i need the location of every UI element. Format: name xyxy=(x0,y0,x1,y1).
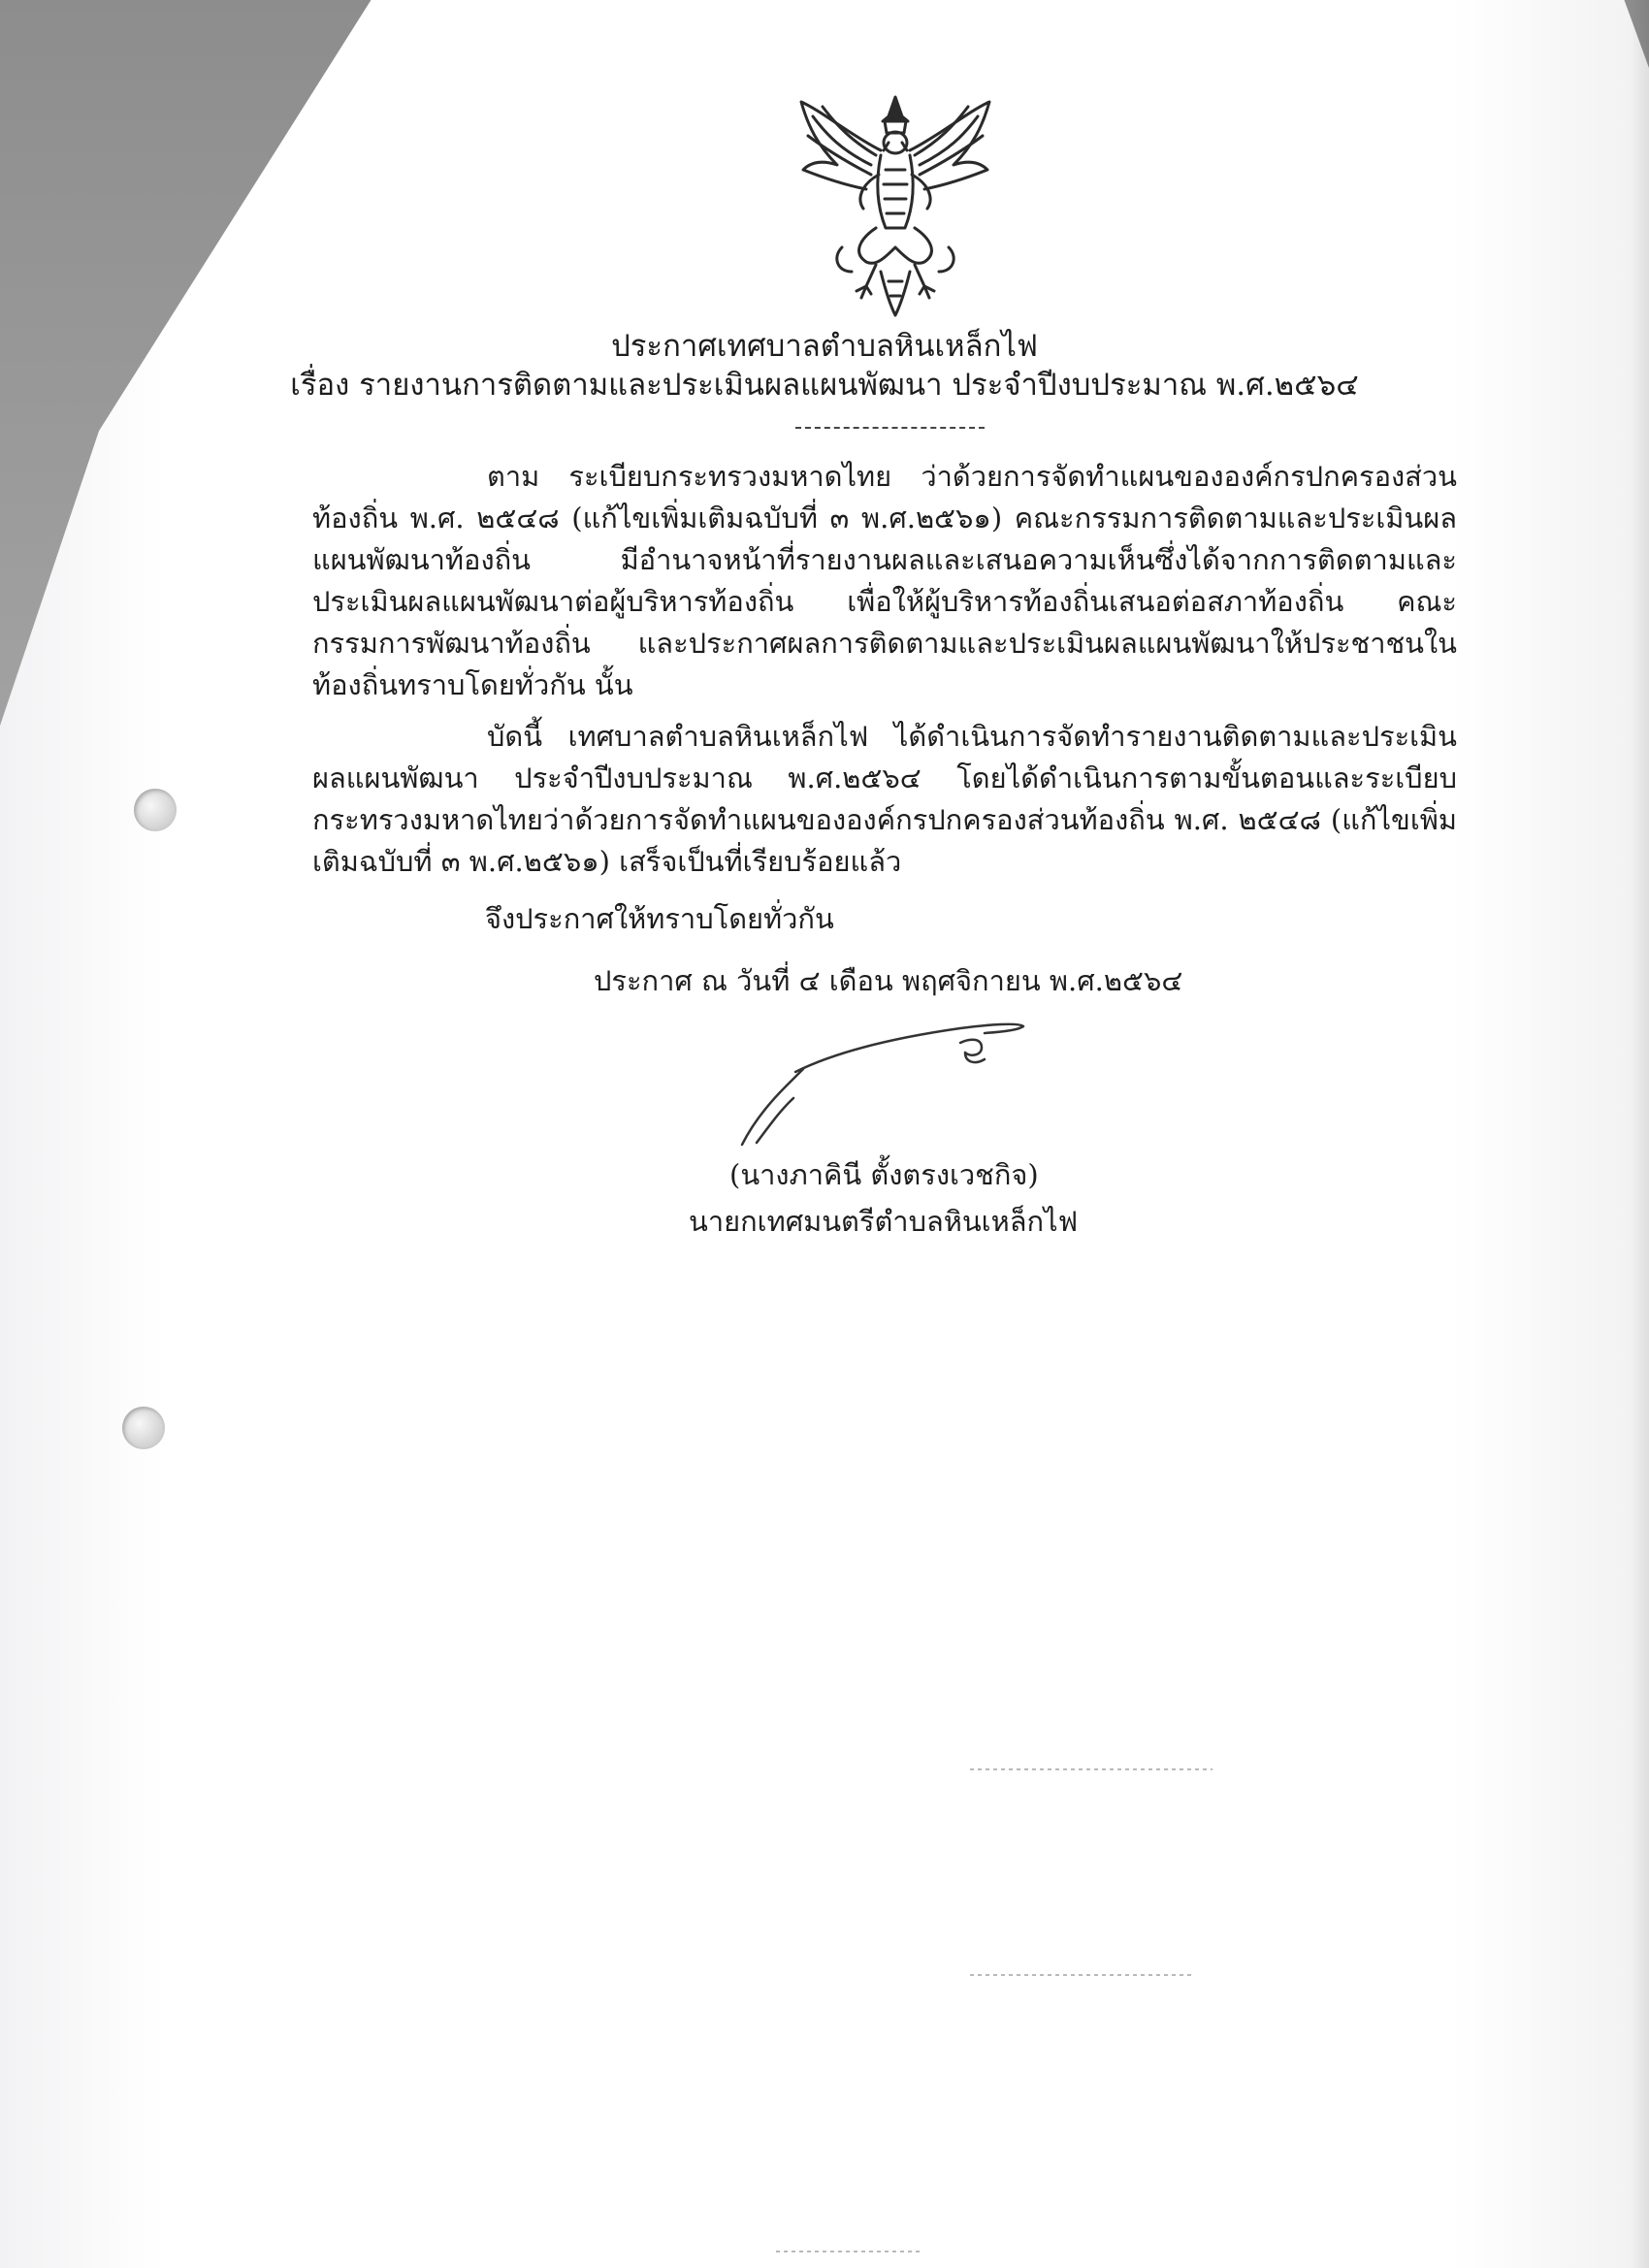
garuda-emblem xyxy=(784,92,1007,320)
signatory-position: นายกเทศมนตรีตำบลหินเหล็กไฟ xyxy=(689,1205,1079,1238)
punch-hole-bottom xyxy=(122,1407,165,1449)
handwritten-signature xyxy=(728,1009,1038,1154)
subject-line: เรื่อง รายงานการติดตามและประเมินผลแผนพัฒนา ประจำปีงบประมาณ พ.ศ.๒๕๖๔ xyxy=(290,368,1359,403)
punch-hole-top xyxy=(134,789,177,831)
signatory-name: (นางภาคินี ตั้งตรงเวชกิจ) xyxy=(729,1158,1039,1191)
announcement-date: ประกาศ ณ วันที่ ๔ เดือน พฤศจิกายน พ.ศ.๒๕๖๔ xyxy=(594,964,1183,997)
scan-artifact xyxy=(970,1768,1212,1770)
scan-artifact xyxy=(776,2251,922,2252)
body-paragraph-1: ตาม ระเบียบกระทรวงมหาดไทย ว่าด้วยการจัดทำแผนขององค์กรปกครองส่วนท้องถิ่น พ.ศ. ๒๕๔๘ (แก้ไขเพิ่มเติมฉบับที่ ๓ พ.ศ.๒๕๖๑) คณะกรรมการติดตามและประเมินผลแผนพัฒนาท้องถิ่น มีอำนาจหน้าที่รายงานผลและเสนอความเห็นซึ่งได้จากการติดตามและประเมินผลแผนพัฒนาต่อผู้บริหารท้องถิ่น เพื่อให้ผู้บริหารท้องถิ่นเสนอต่อสภาท้องถิ่น คณะกรรมการพัฒนาท้องถิ่น และประกาศผลการติดตามและประเมินผลแผนพัฒนาให้ประชาชนในท้องถิ่นทราบโดยทั่วกัน นั้น xyxy=(312,460,1457,701)
closing-statement: จึงประกาศให้ทราบโดยทั่วกัน xyxy=(485,902,834,935)
scan-artifact xyxy=(970,1974,1193,1976)
header-divider xyxy=(795,427,985,429)
issuer-title: ประกาศเทศบาลตำบลหินเหล็กไฟ xyxy=(611,329,1038,364)
body-paragraph-2: บัดนี้ เทศบาลตำบลหินเหล็กไฟ ได้ดำเนินการจัดทำรายงานติดตามและประเมินผลแผนพัฒนา ประจำปีงบประมาณ พ.ศ.๒๕๖๔ โดยได้ดำเนินการตามขั้นตอนและระเบียบกระทรวงมหาดไทยว่าด้วยการจัดทำแผนขององค์กรปกครองส่วนท้องถิ่น พ.ศ. ๒๕๔๘ (แก้ไขเพิ่มเติมฉบับที่ ๓ พ.ศ.๒๕๖๑) เสร็จเป็นที่เรียบร้อยแล้ว xyxy=(312,720,1457,878)
